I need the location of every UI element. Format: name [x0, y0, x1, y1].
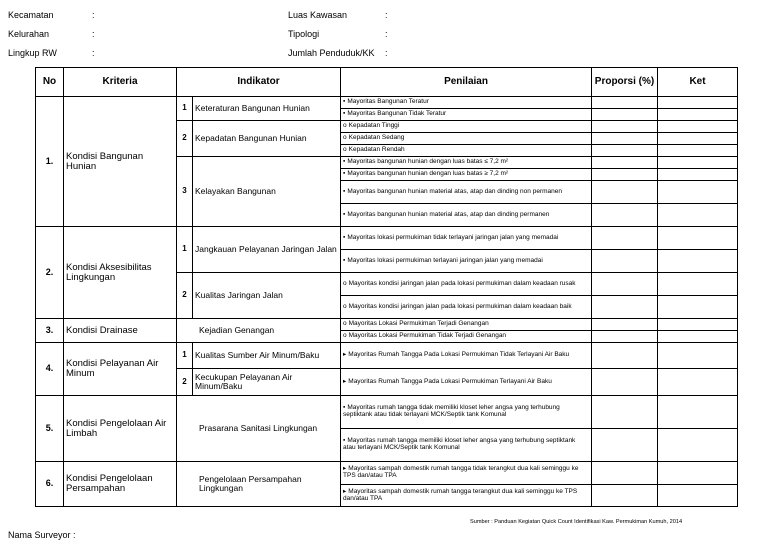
indicator-cell: Kejadian Genangan: [177, 319, 341, 343]
ket-cell[interactable]: [658, 273, 738, 296]
proporsi-cell[interactable]: [592, 343, 658, 369]
option-text: Mayoritas lokasi permukiman terlayani jaringan jalan yang memadai: [347, 256, 543, 264]
kriteria-cell: Kondisi Aksesibilitas Lingkungan: [64, 227, 177, 319]
ket-cell[interactable]: [658, 227, 738, 250]
proporsi-cell[interactable]: [592, 145, 658, 157]
option-text: Mayoritas Rumah Tangga Pada Lokasi Permukiman Terlayani Air Baku: [348, 377, 552, 385]
circle-bullet-icon: o: [343, 279, 347, 287]
indicator-cell: Kualitas Jaringan Jalan: [193, 273, 341, 319]
indicator-number: 2: [177, 121, 193, 157]
surveyor-label: Nama Surveyor :: [8, 530, 76, 540]
ket-cell[interactable]: [658, 369, 738, 396]
proporsi-cell[interactable]: [592, 396, 658, 429]
arrow-bullet-icon: ▸: [343, 487, 347, 495]
col-header-ket: Ket: [658, 68, 738, 97]
kriteria-cell: Kondisi Bangunan Hunian: [64, 97, 177, 227]
option-text: Mayoritas rumah tangga memiliki kloset leher angsa yang terhubung septiktank atau terlayani MCK/Septik tank Komunal: [343, 437, 576, 451]
arrow-bullet-icon: ▸: [343, 465, 347, 473]
indicator-cell: Jangkauan Pelayanan Jaringan Jalan: [193, 227, 341, 273]
table-row: [36, 97, 738, 109]
table-row: [36, 319, 738, 331]
luas-colon: :: [385, 10, 388, 20]
penilaian-option[interactable]: [341, 169, 592, 181]
circle-bullet-icon: o: [343, 134, 347, 142]
option-text: Mayoritas kondisi jaringan jalan pada lokasi permukiman dalam keadaan baik: [348, 302, 572, 310]
penilaian-option[interactable]: [341, 296, 592, 319]
source-note: Sumber : Panduan Kegiatan Quick Count Identifikasi Kaw. Permukiman Kumuh, 2014: [470, 519, 683, 525]
col-header-indikator: Indikator: [177, 68, 341, 97]
penilaian-option[interactable]: [341, 250, 592, 273]
penilaian-option[interactable]: [341, 485, 592, 507]
indicator-number: 2: [177, 273, 193, 319]
indicator-cell: Kecukupan Pelayanan Air Minum/Baku: [193, 369, 341, 396]
option-text: Mayoritas kondisi jaringan jalan pada lokasi permukiman dalam keadaan rusak: [348, 279, 576, 287]
proporsi-cell[interactable]: [592, 369, 658, 396]
option-text: Mayoritas Bangunan Teratur: [347, 98, 429, 106]
penilaian-option[interactable]: [341, 157, 592, 169]
penilaian-option[interactable]: [341, 273, 592, 296]
option-text: Mayoritas sampah domestik rumah tangga terangkut dua kali seminggu ke TPS dan/atau TPA: [343, 487, 578, 502]
proporsi-cell[interactable]: [592, 319, 658, 331]
header-fields: [0, 0, 768, 60]
kelurahan-colon: :: [92, 29, 95, 39]
square-bullet-icon: ▪: [343, 437, 346, 445]
assessment-table: [35, 67, 738, 507]
table-row: [36, 462, 738, 485]
indicator-cell: Kualitas Sumber Air Minum/Baku: [193, 343, 341, 369]
square-bullet-icon: ▪: [343, 170, 346, 178]
proporsi-cell[interactable]: [592, 462, 658, 485]
circle-bullet-icon: o: [343, 320, 347, 328]
square-bullet-icon: ▪: [343, 98, 346, 106]
luas-label: Luas Kawasan: [288, 10, 348, 20]
square-bullet-icon: ▪: [343, 404, 346, 412]
col-header-kriteria: Kriteria: [64, 68, 177, 97]
penilaian-option[interactable]: [341, 343, 592, 369]
table-row: [36, 227, 738, 250]
penilaian-option[interactable]: [341, 145, 592, 157]
indicator-number: 2: [177, 369, 193, 396]
arrow-bullet-icon: ▸: [343, 351, 347, 359]
ket-cell[interactable]: [658, 169, 738, 181]
ket-cell[interactable]: [658, 343, 738, 369]
ket-cell[interactable]: [658, 296, 738, 319]
penilaian-option[interactable]: [341, 109, 592, 121]
ket-cell[interactable]: [658, 204, 738, 227]
table-row: [36, 343, 738, 369]
square-bullet-icon: ▪: [343, 210, 346, 218]
row-number: 1.: [36, 97, 64, 227]
indicator-cell: Kepadatan Bangunan Hunian: [193, 121, 341, 157]
col-header-proporsi: Proporsi (%): [592, 68, 658, 97]
indicator-cell: Pengelolaan Persampahan Lingkungan: [177, 462, 341, 507]
col-header-no: No: [36, 68, 64, 97]
indicator-cell: Keteraturan Bangunan Hunian: [193, 97, 341, 121]
kecamatan-colon: :: [92, 10, 95, 20]
penilaian-option[interactable]: [341, 331, 592, 343]
ket-cell[interactable]: [658, 109, 738, 121]
square-bullet-icon: ▪: [343, 256, 346, 264]
proporsi-cell[interactable]: [592, 121, 658, 133]
penilaian-option[interactable]: [341, 369, 592, 396]
option-text: Mayoritas Bangunan Tidak Teratur: [347, 110, 447, 118]
penilaian-option[interactable]: [341, 396, 592, 429]
ket-cell[interactable]: [658, 133, 738, 145]
kriteria-cell: Kondisi Pelayanan Air Minum: [64, 343, 177, 396]
kelurahan-label: Kelurahan: [8, 29, 50, 39]
option-text: Mayoritas bangunan hunian dengan luas batas ≥ 7,2 m²: [347, 170, 509, 178]
row-number: 2.: [36, 227, 64, 319]
jumlah-label: Jumlah Penduduk/KK: [288, 48, 375, 58]
proporsi-cell[interactable]: [592, 429, 658, 462]
table-header-row: [36, 68, 738, 97]
ket-cell[interactable]: [658, 181, 738, 204]
option-text: Mayoritas Rumah Tangga Pada Lokasi Permukiman Tidak Terlayani Air Baku: [348, 351, 570, 359]
option-text: Mayoritas Lokasi Permukiman Terjadi Genangan: [348, 320, 489, 328]
table-row: [36, 396, 738, 429]
circle-bullet-icon: o: [343, 122, 347, 130]
option-text: Mayoritas rumah tangga tidak memiliki kloset leher angsa yang terhubung septiktank atau tidak terlayani MCK/Septik tank Komunal: [343, 404, 560, 418]
penilaian-option[interactable]: [341, 121, 592, 133]
square-bullet-icon: ▪: [343, 233, 346, 241]
circle-bullet-icon: o: [343, 302, 347, 310]
proporsi-cell[interactable]: [592, 227, 658, 250]
penilaian-option[interactable]: [341, 204, 592, 227]
jumlah-colon: :: [385, 48, 388, 58]
tipologi-colon: :: [385, 29, 388, 39]
penilaian-option[interactable]: [341, 181, 592, 204]
penilaian-option[interactable]: [341, 97, 592, 109]
circle-bullet-icon: o: [343, 146, 347, 154]
penilaian-option[interactable]: [341, 227, 592, 250]
penilaian-option[interactable]: [341, 462, 592, 485]
kriteria-cell: Kondisi Drainase: [64, 319, 177, 343]
ket-cell[interactable]: [658, 157, 738, 169]
proporsi-cell[interactable]: [592, 296, 658, 319]
square-bullet-icon: ▪: [343, 158, 346, 166]
square-bullet-icon: ▪: [343, 187, 346, 195]
ket-cell[interactable]: [658, 396, 738, 429]
option-text: Mayoritas bangunan hunian material atas, atap dan dinding non permanen: [347, 187, 562, 195]
proporsi-cell[interactable]: [592, 273, 658, 296]
ket-cell[interactable]: [658, 485, 738, 507]
penilaian-option[interactable]: [341, 429, 592, 462]
option-text: Mayoritas Lokasi Permukiman Tidak Terjadi Genangan: [348, 332, 507, 340]
proporsi-cell[interactable]: [592, 157, 658, 169]
ket-cell[interactable]: [658, 429, 738, 462]
proporsi-cell[interactable]: [592, 331, 658, 343]
proporsi-cell[interactable]: [592, 181, 658, 204]
proporsi-cell[interactable]: [592, 97, 658, 109]
col-header-penilaian: Penilaian: [341, 68, 592, 97]
row-number: 3.: [36, 319, 64, 343]
row-number: 4.: [36, 343, 64, 396]
lingkup-label: Lingkup RW: [8, 48, 57, 58]
proporsi-cell[interactable]: [592, 204, 658, 227]
option-text: Kepadatan Sedang: [348, 134, 405, 142]
tipologi-label: Tipologi: [288, 29, 320, 39]
circle-bullet-icon: o: [343, 332, 347, 340]
option-text: Mayoritas bangunan hunian material atas, atap dan dinding permanen: [347, 210, 550, 218]
option-text: Mayoritas bangunan hunian dengan luas batas ≤ 7,2 m²: [347, 158, 509, 166]
row-number: 6.: [36, 462, 64, 507]
indicator-cell: Prasarana Sanitasi Lingkungan: [177, 396, 341, 462]
arrow-bullet-icon: ▸: [343, 377, 347, 385]
ket-cell[interactable]: [658, 331, 738, 343]
option-text: Kepadatan Rendah: [348, 146, 405, 154]
option-text: Kepadatan Tinggi: [348, 122, 400, 130]
penilaian-option[interactable]: [341, 133, 592, 145]
square-bullet-icon: ▪: [343, 110, 346, 118]
ket-cell[interactable]: [658, 462, 738, 485]
ket-cell[interactable]: [658, 145, 738, 157]
proporsi-cell[interactable]: [592, 109, 658, 121]
proporsi-cell[interactable]: [592, 250, 658, 273]
indicator-number: 1: [177, 343, 193, 369]
ket-cell[interactable]: [658, 97, 738, 109]
option-text: Mayoritas lokasi permukiman tidak terlayani jaringan jalan yang memadai: [347, 233, 559, 241]
kecamatan-label: Kecamatan: [8, 10, 54, 20]
penilaian-option[interactable]: [341, 319, 592, 331]
kriteria-cell: Kondisi Pengelolaan Air Limbah: [64, 396, 177, 462]
kriteria-cell: Kondisi Pengelolaan Persampahan: [64, 462, 177, 507]
ket-cell[interactable]: [658, 319, 738, 331]
proporsi-cell[interactable]: [592, 133, 658, 145]
proporsi-cell[interactable]: [592, 169, 658, 181]
lingkup-colon: :: [92, 48, 95, 58]
row-number: 5.: [36, 396, 64, 462]
ket-cell[interactable]: [658, 121, 738, 133]
option-text: Mayoritas sampah domestik rumah tangga tidak terangkut dua kali seminggu ke TPS dan/atau TPA: [343, 465, 579, 479]
indicator-number: 3: [177, 157, 193, 227]
indicator-number: 1: [177, 227, 193, 273]
indicator-number: 1: [177, 97, 193, 121]
indicator-cell: Kelayakan Bangunan: [193, 157, 341, 227]
ket-cell[interactable]: [658, 250, 738, 273]
proporsi-cell[interactable]: [592, 485, 658, 507]
